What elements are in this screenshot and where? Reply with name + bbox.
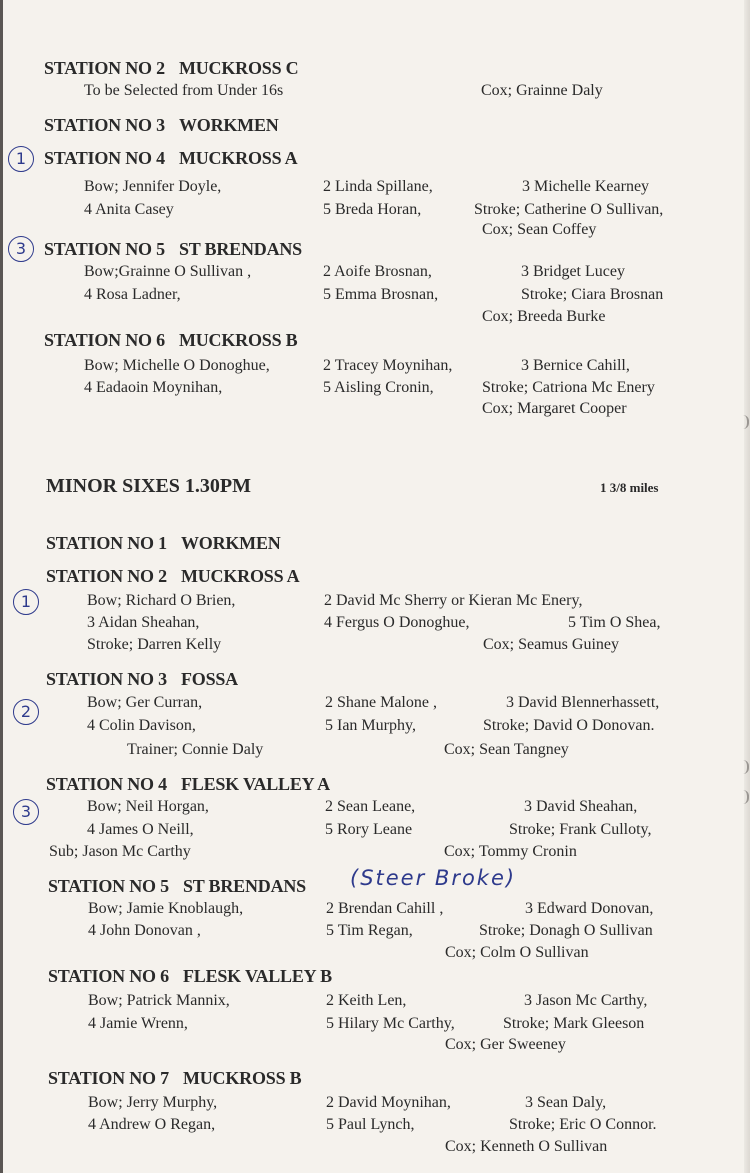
crew-bow: Bow; Neil Horgan, (87, 798, 209, 815)
placing-circle-annotation: 1 (13, 589, 39, 615)
station-heading: STATION NO 7 MUCKROSS B (48, 1068, 302, 1088)
crew-2: 2 Brendan Cahill , (326, 900, 444, 917)
sub: Sub; Jason Mc Carthy (49, 843, 191, 860)
crew-4: 4 Colin Davison, (87, 717, 196, 734)
cox: Cox; Ger Sweeney (445, 1036, 566, 1053)
crew-3: 3 Michelle Kearney (522, 178, 650, 195)
crew-5: 5 Aisling Cronin, (323, 379, 434, 396)
team-name: MUCKROSS C (178, 58, 299, 78)
team-name: MUCKROSS B (178, 330, 298, 350)
crew-stroke: Stroke; Ciara Brosnan (521, 286, 664, 303)
race-distance: 1 3/8 miles (600, 480, 659, 495)
team-name: ST BRENDANS (178, 239, 302, 259)
crew-3: 3 Sean Daly, (525, 1094, 607, 1111)
crew-2: 2 David Moynihan, (326, 1094, 451, 1111)
placing-circle-annotation: 2 (13, 699, 39, 725)
crew-3: 3 David Blennerhassett, (506, 694, 660, 711)
crew-bow: Bow; Ger Curran, (87, 694, 203, 711)
placing-circle-annotation: 3 (8, 236, 34, 262)
station-heading: STATION NO 4 FLESK VALLEY A (46, 774, 330, 794)
station-note: To be Selected from Under 16s (84, 82, 284, 99)
cox: Cox; Grainne Daly (481, 82, 603, 99)
crew-bow: Bow; Jerry Murphy, (88, 1094, 218, 1111)
crew-3: 3 Edward Donovan, (525, 900, 654, 917)
team-name: MUCKROSS B (182, 1068, 302, 1088)
trainer: Trainer; Connie Daly (127, 741, 264, 758)
cox: Cox; Sean Tangney (444, 741, 569, 758)
crew-5: 5 Tim O Shea, (568, 614, 661, 631)
crew-stroke: Stroke; Donagh O Sullivan (479, 922, 653, 939)
crew-bow: Bow; Richard O Brien, (87, 592, 236, 609)
handwritten-annotation: (Steer Broke) (350, 866, 517, 890)
crew-4: 4 John Donovan , (88, 922, 201, 939)
crew-2: 2 Aoife Brosnan, (323, 263, 432, 280)
team-name: WORKMEN (178, 115, 279, 135)
team-name: WORKMEN (180, 533, 281, 553)
team-name: FLESK VALLEY B (182, 966, 332, 986)
crew-5: 5 Emma Brosnan, (323, 286, 439, 303)
cox: Cox; Sean Coffey (482, 221, 597, 238)
crew-bow: Bow; Jamie Knoblaugh, (88, 900, 244, 917)
crew-stroke: Stroke; Eric O Connor. (509, 1116, 657, 1133)
crew-bow: Bow; Patrick Mannix, (88, 992, 230, 1009)
crew-4: 4 Eadaoin Moynihan, (84, 379, 223, 396)
team-name: MUCKROSS A (180, 566, 300, 586)
crew-3: 3 Bridget Lucey (521, 263, 625, 280)
crew-4: 4 James O Neill, (87, 821, 194, 838)
crew-stroke: Stroke; Catriona Mc Enery (482, 379, 655, 396)
crew-5: 5 Breda Horan, (323, 201, 422, 218)
crew-bow: Bow; Jennifer Doyle, (84, 178, 222, 195)
crew-3: 3 Bernice Cahill, (521, 357, 630, 374)
placing-circle-annotation: 3 (13, 799, 39, 825)
cox: Cox; Margaret Cooper (482, 400, 627, 417)
crew-2: 2 Linda Spillane, (323, 178, 433, 195)
page-right-edge (744, 0, 750, 1173)
crew-3: 3 David Sheahan, (524, 798, 638, 815)
cox: Cox; Breeda Burke (482, 308, 606, 325)
crew-2: 2 Tracey Moynihan, (323, 357, 453, 374)
team-name: MUCKROSS A (178, 148, 298, 168)
crew-4: 4 Fergus O Donoghue, (324, 614, 470, 631)
station-heading: STATION NO 5 ST BRENDANS (44, 239, 302, 259)
station-heading: STATION NO 1 WORKMEN (46, 533, 281, 553)
crew-bow: Bow;Grainne O Sullivan , (84, 263, 252, 280)
section-title: MINOR SIXES 1.30PM (46, 475, 252, 497)
station-heading: STATION NO 6 FLESK VALLEY B (48, 966, 332, 986)
crew-2: 2 Sean Leane, (325, 798, 416, 815)
team-name: FLESK VALLEY A (180, 774, 330, 794)
crew-stroke: Stroke; David O Donovan. (483, 717, 655, 734)
station-heading: STATION NO 2 MUCKROSS A (46, 566, 300, 586)
crew-stroke: Stroke; Catherine O Sullivan, (474, 201, 664, 218)
crew-5: 5 Tim Regan, (326, 922, 413, 939)
crew-stroke: Stroke; Mark Gleeson (503, 1015, 645, 1032)
crew-stroke: Stroke; Frank Culloty, (509, 821, 652, 838)
station-heading: STATION NO 5 ST BRENDANS (48, 876, 306, 896)
crew-5: 5 Ian Murphy, (325, 717, 416, 734)
page-left-edge (0, 0, 3, 1173)
crew-3: 3 Aidan Sheahan, (87, 614, 200, 631)
cox: Cox; Kenneth O Sullivan (445, 1138, 608, 1155)
team-name: ST BRENDANS (182, 876, 306, 896)
crew-2: 2 Keith Len, (326, 992, 407, 1009)
station-heading: STATION NO 2 MUCKROSS C (44, 58, 299, 78)
station-heading: STATION NO 3 FOSSA (46, 669, 238, 689)
crew-4: 4 Rosa Ladner, (84, 286, 181, 303)
team-name: FOSSA (180, 669, 238, 689)
crew-stroke: Stroke; Darren Kelly (87, 636, 222, 653)
crew-5: 5 Hilary Mc Carthy, (326, 1015, 455, 1032)
cox: Cox; Colm O Sullivan (445, 944, 589, 961)
placing-circle-annotation: 1 (8, 146, 34, 172)
crew-3: 3 Jason Mc Carthy, (524, 992, 648, 1009)
crew-2: 2 David Mc Sherry or Kieran Mc Enery, (324, 592, 583, 609)
station-heading: STATION NO 4 MUCKROSS A (44, 148, 298, 168)
crew-4: 4 Andrew O Regan, (88, 1116, 216, 1133)
crew-5: 5 Rory Leane (325, 821, 413, 838)
crew-2: 2 Shane Malone , (325, 694, 437, 711)
crew-5: 5 Paul Lynch, (326, 1116, 415, 1133)
cox: Cox; Tommy Cronin (444, 843, 577, 860)
crew-4: 4 Jamie Wrenn, (88, 1015, 188, 1032)
crew-bow: Bow; Michelle O Donoghue, (84, 357, 270, 374)
station-heading: STATION NO 3 WORKMEN (44, 115, 279, 135)
crew-4: 4 Anita Casey (84, 201, 174, 218)
station-heading: STATION NO 6 MUCKROSS B (44, 330, 298, 350)
cox: Cox; Seamus Guiney (483, 636, 619, 653)
